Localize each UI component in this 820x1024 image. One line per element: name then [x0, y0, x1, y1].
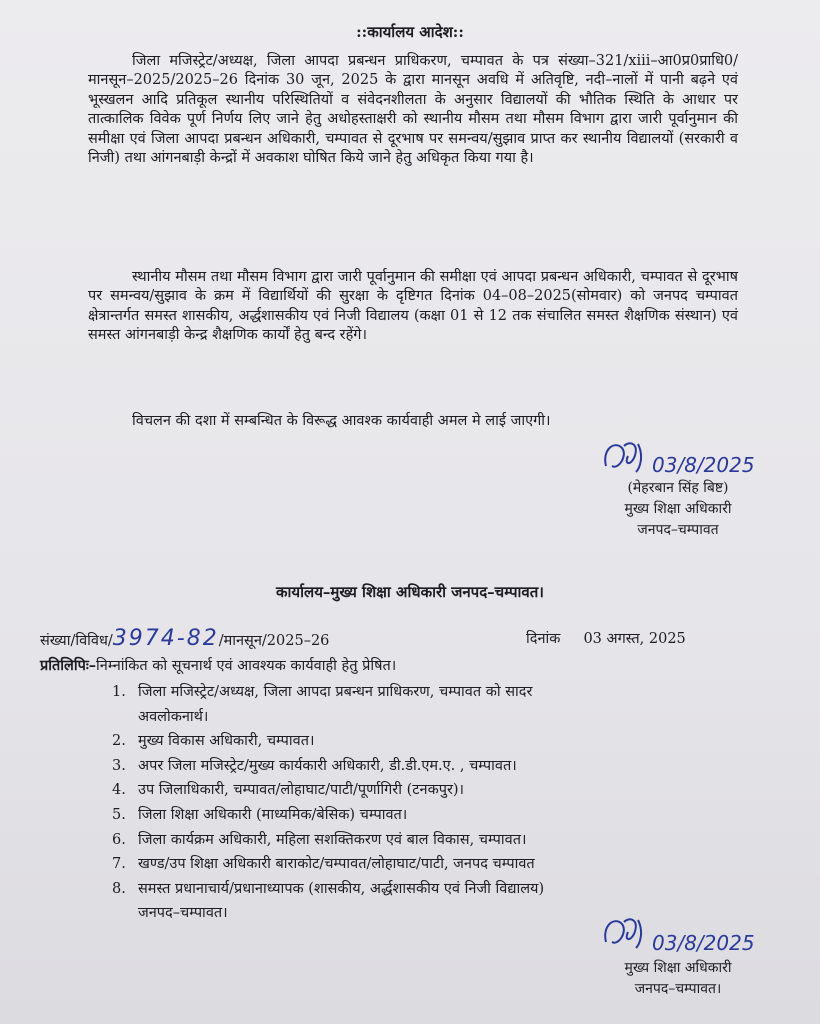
order-paragraph-3 — [88, 412, 738, 431]
list-item-number: 7. — [112, 856, 126, 873]
signature-block-1 — [588, 478, 768, 541]
list-item-continuation: अवलोकनार्थ। — [138, 708, 209, 725]
list-item-number: 8. — [112, 880, 126, 897]
signature-2-date: 03/8/2025 — [652, 931, 755, 955]
signature-1-date: 03/8/2025 — [652, 453, 755, 477]
order-paragraph-2-text: स्थानीय मौसम तथा मौसम विभाग द्वारा जारी पूर्वानुमान की समीक्षा एवं आपदा प्रबन्धन अधिकारी, चम्पावत से दूरभाष पर समन्वय/सुझाव के क्रम में विद्यार्थियों की सुरक्षा के दृष्टिगत दिनांक 04–08–2025(सोमवार) को जनपद चम्पावत क्षेत्रान्तर्गत समस्त शासकीय, अर्द्धशासकीय एवं निजी विद्यालय (कक्षा 01 से 12 तक संचालित समस्त शैक्षणिक संस्थान) एवं समस्त आंगनबाड़ी केन्द्र शैक्षणिक कार्यों हेतु बन्द रहेंगे। — [88, 269, 738, 344]
list-item — [112, 729, 762, 754]
order-paragraph-2 — [88, 268, 738, 346]
recipient-list — [112, 680, 762, 926]
list-item-text: जिला मजिस्ट्रेट/अध्यक्ष, जिला आपदा प्रबन्धन प्राधिकरण, चम्पावत को सादर — [138, 684, 533, 700]
list-item — [112, 852, 762, 877]
officer-name: (मेहरबान सिंह बिष्ट) — [627, 480, 729, 496]
reference-prefix: संख्या/विविध/ — [40, 633, 113, 649]
list-item-number: 3. — [112, 757, 126, 774]
reference-date — [526, 628, 686, 650]
officer-designation-2: मुख्य शिक्षा अधिकारी — [624, 960, 732, 976]
list-item-number: 5. — [112, 806, 126, 823]
list-item-text: मुख्य विकास अधिकारी, चम्पावत। — [138, 733, 315, 750]
list-item-number: 4. — [112, 782, 126, 799]
handwritten-signature-2 — [600, 912, 790, 958]
list-item — [112, 803, 762, 828]
reference-number: 3974-82 — [112, 626, 219, 651]
list-item-continuation: जनपद–चम्पावत। — [138, 905, 228, 922]
signature-block-2 — [588, 958, 768, 1000]
reference-date-label: दिनांक — [526, 631, 561, 647]
copy-text: निम्नांकित को सूचनार्थ एवं आवश्यक कार्यवाही हेतु प्रेषित। — [96, 658, 397, 674]
list-item-number: 1. — [112, 684, 126, 700]
office-heading: कार्यालय–मुख्य शिक्षा अधिकारी जनपद–चम्पावत। — [276, 583, 544, 601]
list-item — [112, 828, 762, 853]
officer-district: जनपद–चम्पावत — [637, 522, 719, 538]
handwritten-signature-1 — [600, 436, 790, 482]
list-item-text: खण्ड/उप शिक्षा अधिकारी बाराकोट/चम्पावत/लोहाघाट/पाटी, जनपद चम्पावत — [138, 856, 535, 873]
list-item — [112, 680, 762, 729]
list-item — [112, 778, 762, 803]
reference-date-value: 03 अगस्त, 2025 — [583, 631, 686, 647]
order-paragraph-3-text: विचलन की दशा में सम्बन्धित के विरूद्ध आवश्क कार्यवाही अमल मे लाई जाएगी। — [132, 413, 551, 429]
list-item-number: 2. — [112, 733, 126, 750]
list-item — [112, 754, 762, 779]
reference-suffix: /मानसून/2025–26 — [218, 633, 330, 649]
list-item-text: जिला कार्यक्रम अधिकारी, महिला सशक्तिकरण एवं बाल विकास, चम्पावत। — [138, 831, 527, 848]
copy-label: प्रतिलिपिः– — [40, 657, 97, 674]
order-paragraph-1 — [88, 52, 738, 168]
list-item-text: जिला शिक्षा अधिकारी (माध्यमिक/बेसिक) चम्पावत। — [138, 806, 408, 823]
list-item-number: 6. — [112, 831, 126, 848]
reference-line — [40, 628, 780, 652]
officer-designation: मुख्य शिक्षा अधिकारी — [624, 501, 732, 517]
list-item-text: अपर जिला मजिस्ट्रेट/मुख्य कार्यकारी अधिकारी, डी.डी.एम.ए. , चम्पावत। — [138, 757, 517, 774]
order-title: ::कार्यालय आदेश:: — [356, 23, 464, 41]
copy-line — [40, 656, 780, 676]
list-item-text: समस्त प्रधानाचार्य/प्रधानाध्यापक (शासकीय, अर्द्धशासकीय एवं निजी विद्यालय) — [138, 880, 545, 897]
list-item-text: उप जिलाधिकारी, चम्पावत/लोहाघाट/पाटी/पूर्णागिरी (टनकपुर)। — [138, 782, 465, 799]
officer-district-2: जनपद–चम्पावत। — [634, 981, 722, 997]
order-paragraph-1-text: जिला मजिस्ट्रेट/अध्यक्ष, जिला आपदा प्रबन्धन प्राधिकरण, चम्पावत के पत्र संख्या–321/xiii–आ0प्र0प्राधि0/मानसून–2025/2025–26 दिनांक 30 जून, 2025 के द्वारा मानसून अवधि में अतिवृष्टि, नदी–नालों में पानी बढ़ने एवं भूस्खलन आदि प्रतिकूल स्थानीय परिस्थितियों व संवेदनशीलता के अनुसार विद्यालयों की भौतिक स्थिति के आधार पर तात्कालिक विवेक पूर्ण निर्णय लिए जाने हेतु अधोहस्ताक्षरी को स्थानीय मौसम तथा मौसम विभाग द्वारा जारी पूर्वानुमान की समीक्षा एवं जिला आपदा प्रबन्धन अधिकारी, चम्पावत से दूरभाष पर समन्वय/सुझाव प्राप्त कर स्थानीय विद्यालयों (सरकारी व निजी) तथा आंगनबाड़ी केन्द्रों में अवकाश घोषित किये जाने हेतु अधिकृत किया गया है। — [88, 53, 738, 167]
